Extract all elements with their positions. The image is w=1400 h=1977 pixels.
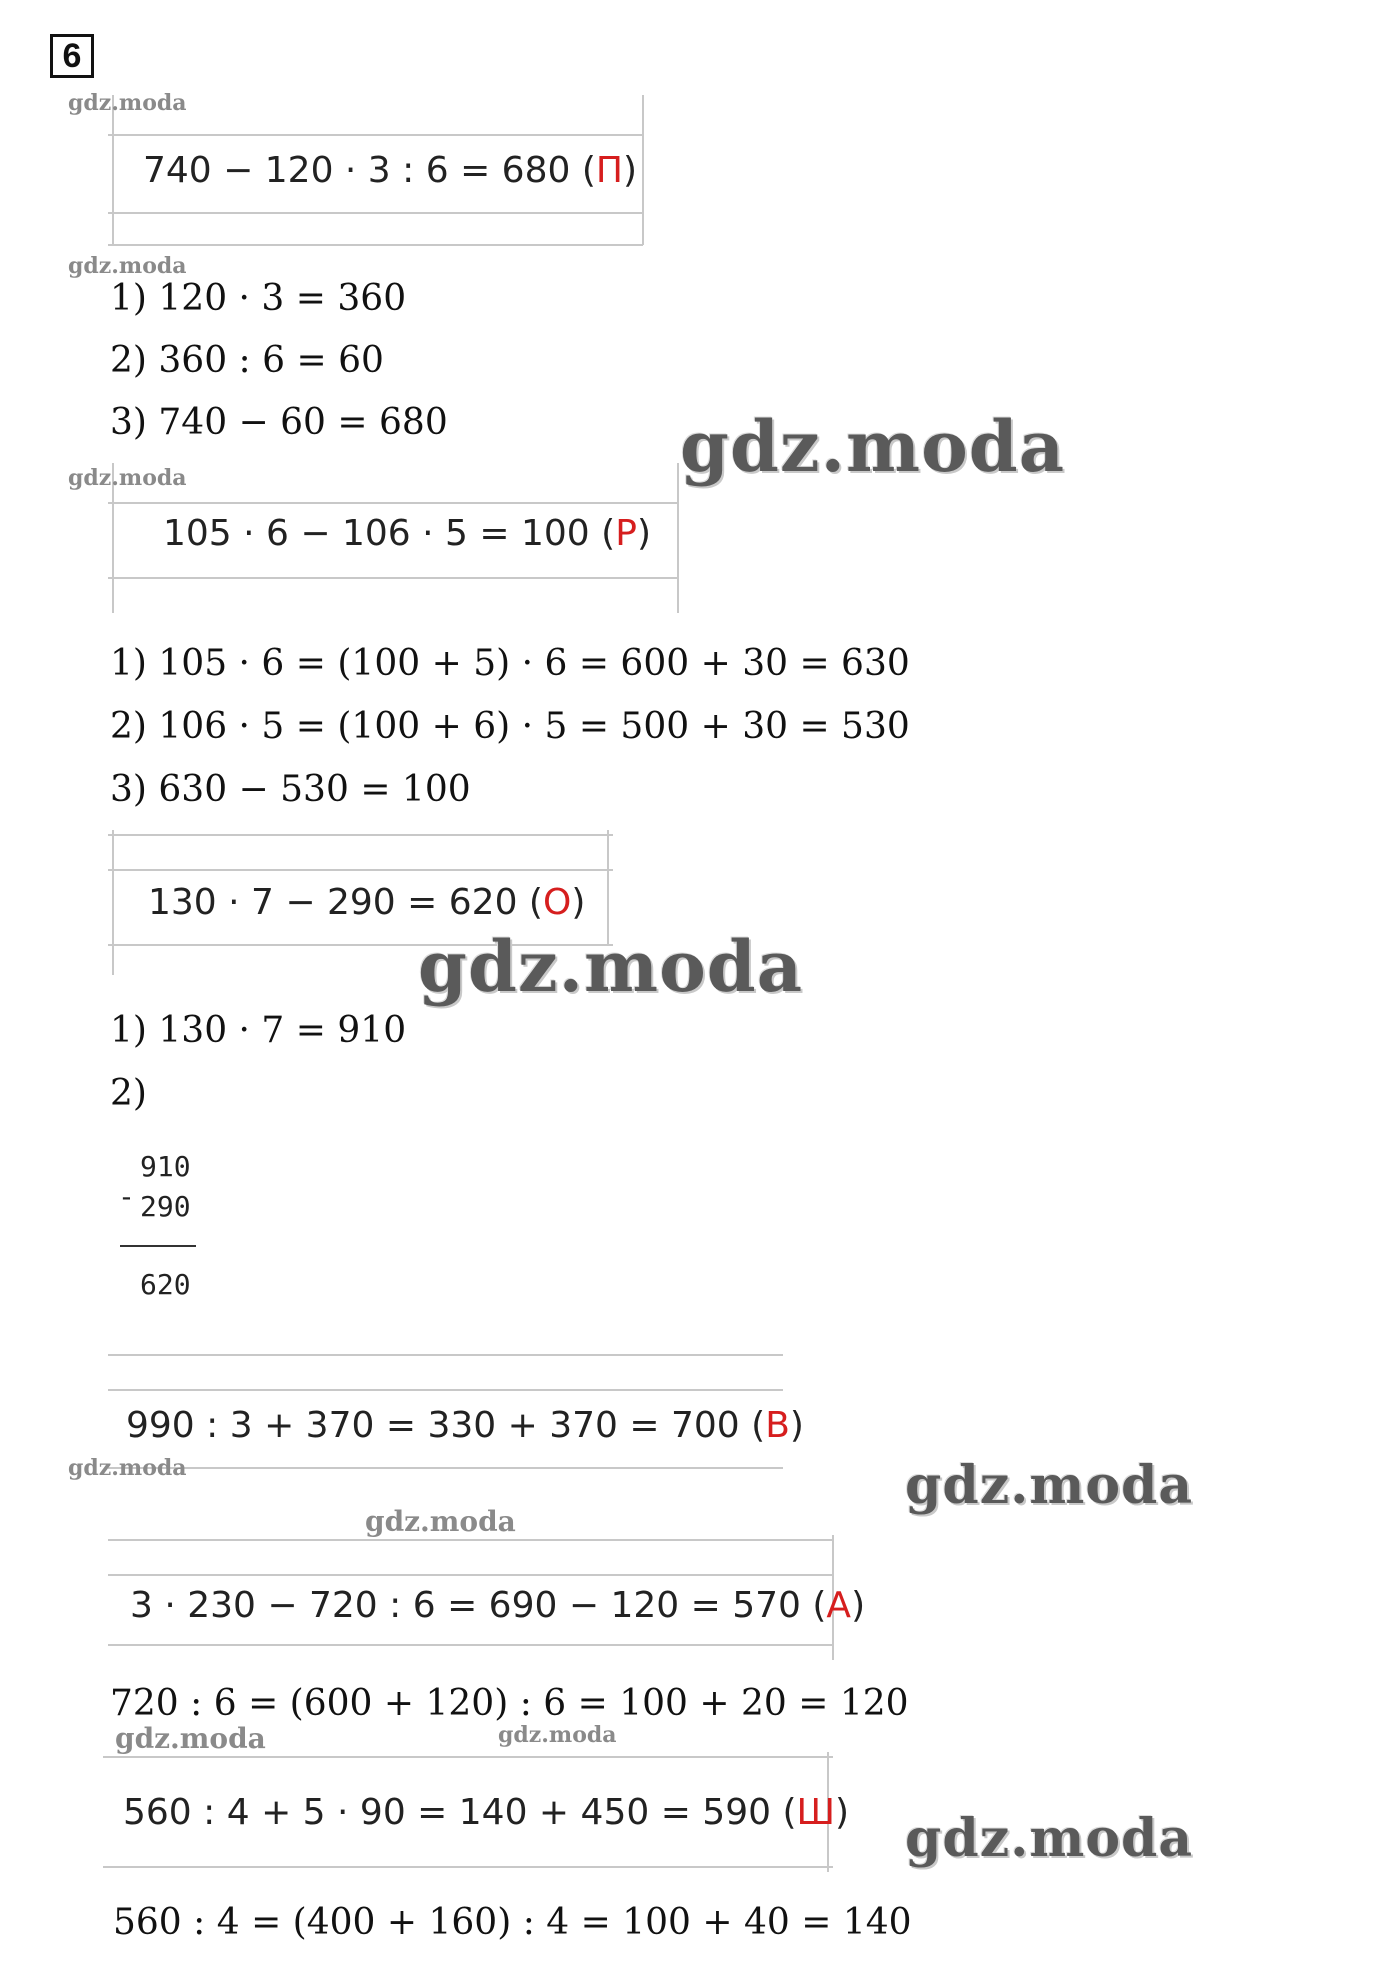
solution-step: 560 : 4 = (400 + 160) : 4 = 100 + 40 = 140 — [113, 1902, 912, 1943]
answer-letter: А — [826, 1585, 852, 1626]
column-subtrahend: 290 — [140, 1190, 191, 1223]
expression-text: 130 · 7 − 290 = 620 — [148, 882, 518, 923]
solution-step: 2) — [110, 1073, 147, 1114]
answer-letter: В — [765, 1405, 790, 1446]
expression-text: 740 − 120 · 3 : 6 = 680 — [143, 150, 571, 191]
expression: 130 · 7 − 290 = 620 (О) — [148, 882, 586, 923]
solution-step: 1) 120 · 3 = 360 — [110, 278, 407, 319]
watermark-small: gdz.moda — [498, 1722, 617, 1748]
solution-step: 2) 106 · 5 = (100 + 6) · 5 = 500 + 30 = 530 — [110, 706, 910, 747]
answer-letter: П — [595, 150, 623, 191]
expression-text: 105 · 6 − 106 · 5 = 100 — [163, 513, 590, 554]
solution-step: 1) 130 · 7 = 910 — [110, 1010, 407, 1051]
expression: 740 − 120 · 3 : 6 = 680 (П) — [143, 150, 638, 191]
watermark-large: gdz.moda — [418, 925, 804, 1008]
expression: 105 · 6 − 106 · 5 = 100 (Р) — [163, 513, 651, 554]
watermark-small: gdz.moda — [68, 253, 187, 279]
watermark-small: gdz.moda — [68, 90, 187, 116]
expression-text: 560 : 4 + 5 · 90 = 140 + 450 = 590 — [123, 1792, 772, 1833]
grid-panel-2 — [108, 463, 683, 618]
expression: 3 · 230 − 720 : 6 = 690 − 120 = 570 (А) — [130, 1585, 866, 1626]
column-sign: - — [118, 1180, 135, 1213]
column-rule — [120, 1245, 196, 1247]
grid-panel-4 — [108, 1350, 804, 1480]
column-minuend: 910 — [140, 1150, 191, 1183]
grid-panel-1 — [108, 95, 648, 250]
grid-panel-6 — [103, 1752, 850, 1877]
answer-letter: Р — [615, 513, 637, 554]
solution-step: 3) 740 − 60 = 680 — [110, 402, 448, 443]
watermark-small: gdz.moda — [68, 1455, 187, 1481]
solution-step: 2) 360 : 6 = 60 — [110, 340, 384, 381]
expression: 990 : 3 + 370 = 330 + 370 = 700 (В) — [126, 1405, 804, 1446]
column-result: 620 — [140, 1268, 191, 1301]
expression-text: 990 : 3 + 370 = 330 + 370 = 700 — [126, 1405, 740, 1446]
watermark-small: gdz.moda — [365, 1505, 516, 1538]
answer-letter: Ш — [796, 1792, 836, 1833]
solution-step: 1) 105 · 6 = (100 + 5) · 6 = 600 + 30 = 630 — [110, 643, 910, 684]
watermark-large: gdz.moda — [905, 1808, 1194, 1869]
answer-letter: О — [542, 882, 572, 923]
solution-step: 720 : 6 = (600 + 120) : 6 = 100 + 20 = 120 — [110, 1683, 909, 1724]
watermark-large: gdz.moda — [905, 1455, 1194, 1516]
expression-text: 3 · 230 − 720 : 6 = 690 − 120 = 570 — [130, 1585, 801, 1626]
task-number: 6 — [50, 34, 94, 78]
grid-panel-5 — [108, 1535, 866, 1665]
solution-step: 3) 630 − 530 = 100 — [110, 769, 471, 810]
expression: 560 : 4 + 5 · 90 = 140 + 450 = 590 (Ш) — [123, 1792, 850, 1833]
watermark-small: gdz.moda — [115, 1722, 266, 1755]
watermark-large: gdz.moda — [680, 405, 1066, 488]
watermark-small: gdz.moda — [68, 465, 187, 491]
